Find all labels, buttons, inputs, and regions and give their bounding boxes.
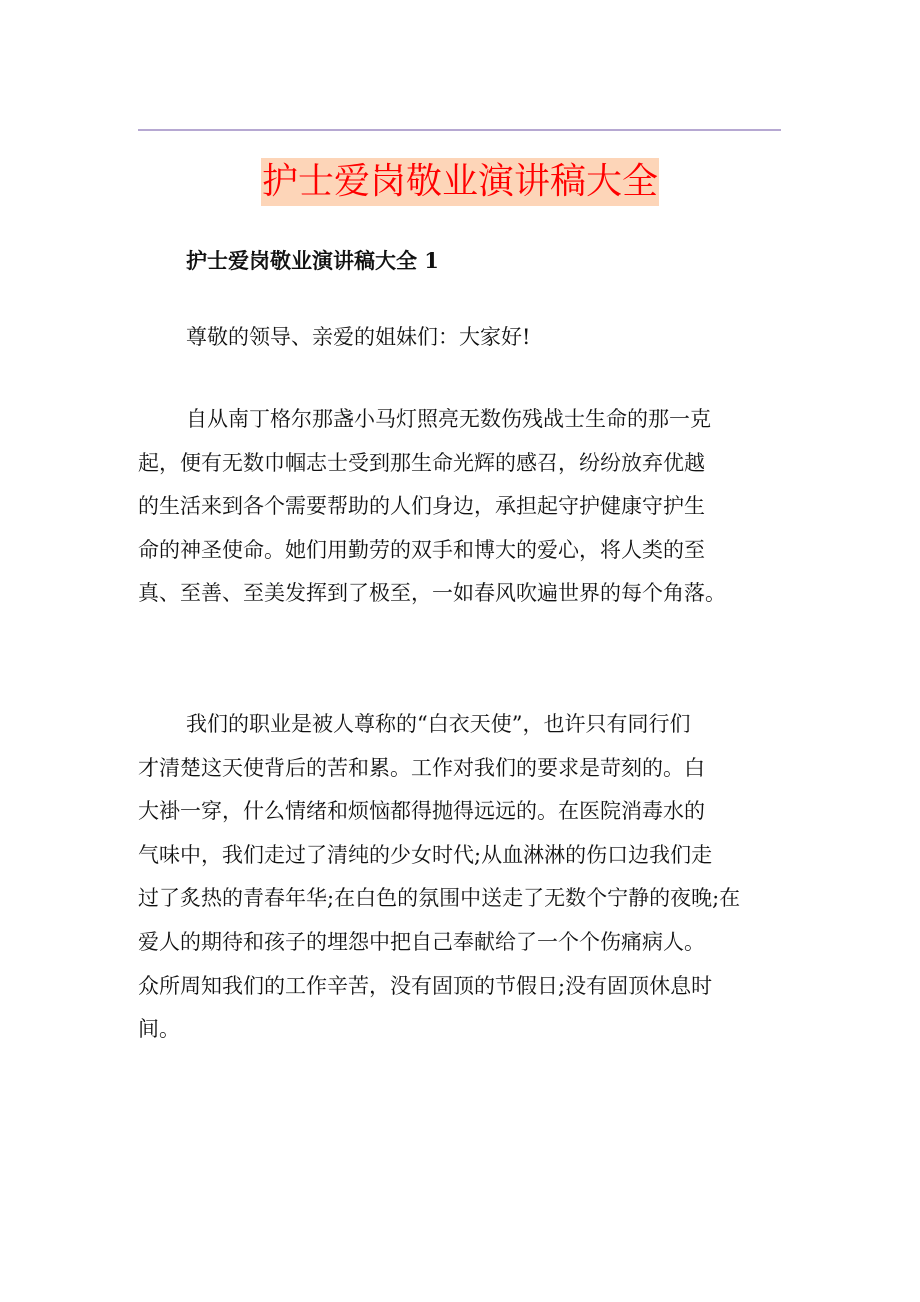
paragraph-line: 我们的职业是被人尊称的“白衣天使”，也许只有同行们 bbox=[186, 712, 691, 736]
paragraph-line: 起，便有无数巾帼志士受到那生命光辉的感召，纷纷放弃优越 bbox=[138, 450, 705, 475]
paragraph-line: 才清楚这天使背后的苦和累。工作对我们的要求是苛刻的。白 bbox=[138, 755, 705, 780]
greeting-paragraph bbox=[138, 316, 818, 360]
paragraph-line: 的生活来到各个需要帮助的人们身边，承担起守护健康守护生 bbox=[138, 494, 705, 519]
greeting-line: 尊敬的领导、亲爱的姐妹们：大家好! bbox=[186, 325, 531, 349]
paragraph-1 bbox=[138, 398, 818, 616]
section-heading: 护士爱岗敬业演讲稿大全 1 bbox=[186, 248, 439, 273]
paragraph-line: 大褂一穿，什么情绪和烦恼都得抛得远远的。在医院消毒水的 bbox=[138, 799, 705, 824]
header-rule bbox=[138, 129, 781, 131]
paragraph-line: 自从南丁格尔那盏小马灯照亮无数伤残战士生命的那一克 bbox=[186, 407, 711, 431]
paragraph-line: 命的神圣使命。她们用勤劳的双手和博大的爱心，将人类的至 bbox=[138, 537, 705, 562]
paragraph-line: 间。 bbox=[138, 1017, 180, 1042]
document-title: 护士爱岗敬业演讲稿大全 bbox=[261, 158, 659, 206]
paragraph-line: 爱人的期待和孩子的埋怨中把自己奉献给了一个个伤痛病人。 bbox=[138, 929, 705, 954]
paragraph-line: 气味中，我们走过了清纯的少女时代;从血淋淋的伤口边我们走 bbox=[138, 842, 713, 867]
paragraph-2 bbox=[138, 703, 818, 1052]
paragraph-line: 过了炙热的青春年华;在白色的氛围中送走了无数个宁静的夜晚;在 bbox=[138, 886, 741, 911]
paragraph-line: 真、至善、至美发挥到了极至，一如春风吹遍世界的每个角落。 bbox=[138, 581, 726, 606]
title-container bbox=[0, 158, 920, 206]
paragraph-line: 众所周知我们的工作辛苦，没有固顶的节假日;没有固顶休息时 bbox=[138, 973, 713, 998]
